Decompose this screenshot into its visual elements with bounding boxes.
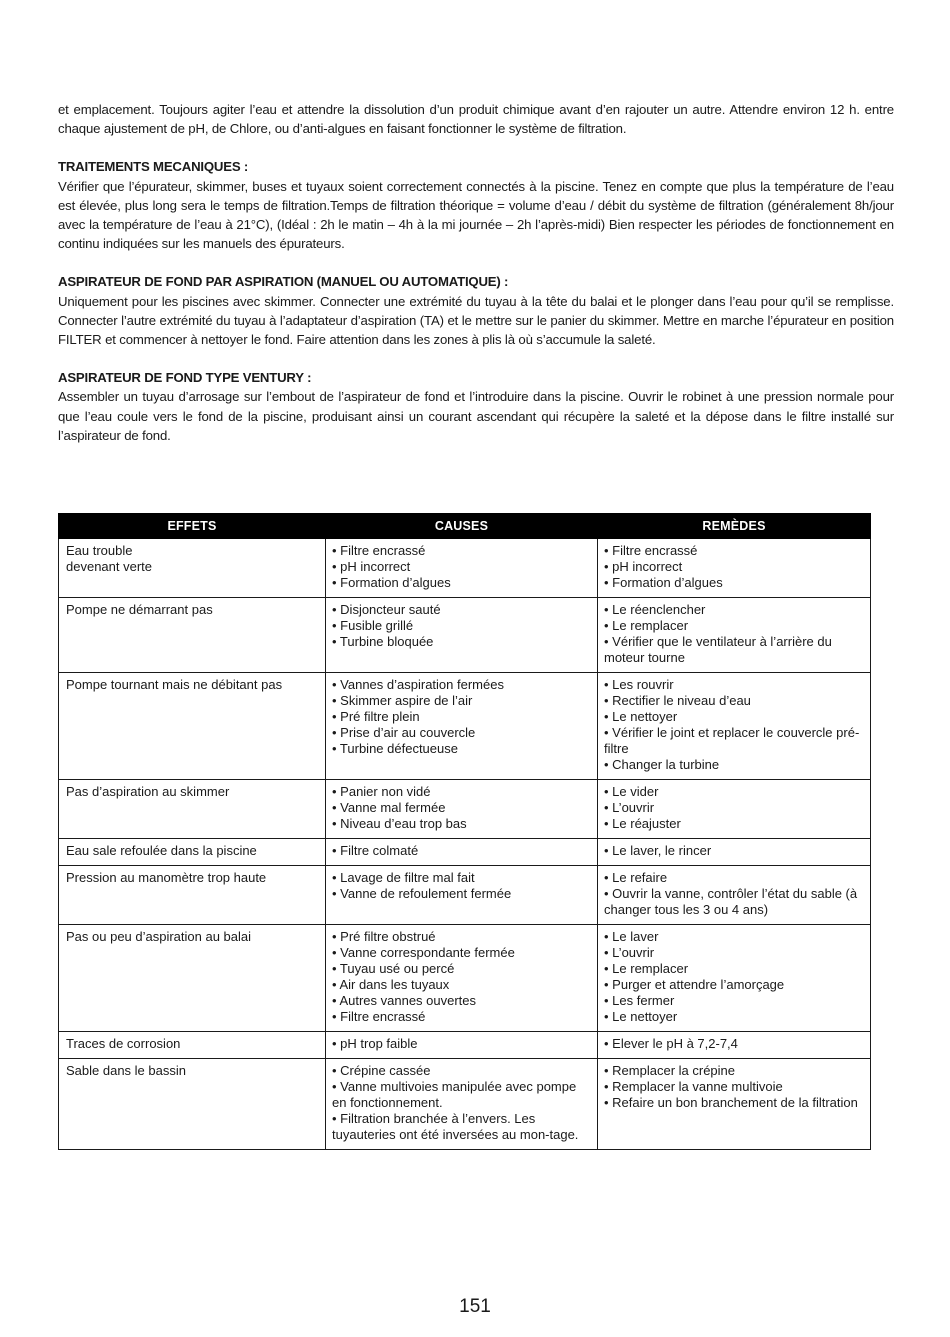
- table-body: [59, 539, 871, 1150]
- cell-line: • Remplacer la crépine: [604, 1063, 735, 1078]
- cell-line: • Lavage de filtre mal fait: [332, 870, 475, 885]
- cell-line: • Turbine défectueuse: [332, 741, 458, 756]
- cell-line: • Le réenclencher: [604, 602, 706, 617]
- cell-line: Sable dans le bassin: [66, 1063, 186, 1078]
- cell-line: • Prise d’air au couvercle: [332, 725, 476, 740]
- cell-line: • Le réajuster: [604, 816, 681, 831]
- section-body: Vérifier que l’épurateur, skimmer, buses et tuyaux soient correctement connectés à la piscine. Tenez en compte que plus la température de l’eau est élevée, plus long sera le temps de filtration.Temps de filtration théorique = volume d’eau / débit du système de filtration (généralement 8h/jour avec la température de l’eau à 21°C), (Idéal : 2h le matin – 4h à la mi journée – 2h l’après-midi) Bien respecter les périodes de fonctionnement en continu indiquées sur les manuels des épurateurs.: [58, 178, 894, 252]
- cell-line: • Vannes d’aspiration fermées: [332, 677, 504, 692]
- intro-text: et emplacement. Toujours agiter l’eau et attendre la dissolution d’un produit chimique avant d’en rajouter un autre. Attendre environ 12 h. entre chaque ajustement de pH, de Chlore, ou d’anti-algues en faisant fonctionner le système de filtration.: [58, 102, 894, 137]
- cell-line: • Tuyau usé ou percé: [332, 961, 455, 976]
- cell-line: • Le vider: [604, 784, 659, 799]
- cell-line: Pression au manomètre trop haute: [66, 870, 267, 885]
- cell-line: • Vérifier le joint et replacer le couvercle pré-filtre: [604, 725, 860, 756]
- effect-cell: [59, 1059, 326, 1150]
- table-row: [59, 839, 871, 866]
- cell-line: • Fusible grillé: [332, 618, 414, 633]
- cell-line: • Pré filtre obstrué: [332, 929, 436, 944]
- cell-line: • Les fermer: [604, 993, 675, 1008]
- cell-line: • Le laver, le rincer: [604, 843, 712, 858]
- cell-line: • pH trop faible: [332, 1036, 418, 1051]
- cell-line: • Le laver: [604, 929, 659, 944]
- cell-line: • Skimmer aspire de l’air: [332, 693, 473, 708]
- cell-line: • Remplacer la vanne multivoie: [604, 1079, 783, 1094]
- intro-paragraph: [58, 100, 894, 138]
- cell-line: Pas d’aspiration au skimmer: [66, 784, 230, 799]
- section-title: TRAITEMENTS MECANIQUES :: [58, 159, 249, 175]
- section-body: Uniquement pour les piscines avec skimmer. Connecter une extrémité du tuyau à la tête du balai et le plonger dans l’eau pour qu’il se remplisse. Connecter l’autre extrémité du tuyau à l’adaptateur d’aspiration (TA) et le mettre sur le panier du skimmer. Mettre en marche l’épurateur en position FILTER et commencer à nettoyer le fond. Faire attention dans les zones à plis là où s’accumule la saleté.: [58, 293, 894, 348]
- section-title: ASPIRATEUR DE FOND TYPE VENTURY :: [58, 370, 312, 386]
- table-row: [59, 539, 871, 598]
- cell-line: Pas ou peu d’aspiration au balai: [66, 929, 252, 944]
- remedies-cell: [598, 1032, 871, 1059]
- cell-line: • Les rouvrir: [604, 677, 674, 692]
- remedies-cell: [598, 839, 871, 866]
- cell-line: • Vanne multivoies manipulée avec pompe en fonctionnement.: [332, 1079, 577, 1110]
- causes-cell: [326, 1032, 598, 1059]
- cell-line: • Formation d’algues: [332, 575, 451, 590]
- cell-line: • pH incorrect: [604, 559, 683, 574]
- cell-line: • L’ouvrir: [604, 800, 655, 815]
- cell-line: • Crépine cassée: [332, 1063, 431, 1078]
- cell-line: • Vérifier que le ventilateur à l’arrière du moteur tourne: [604, 634, 832, 665]
- cell-line: • Disjoncteur sauté: [332, 602, 441, 617]
- causes-cell: [326, 925, 598, 1032]
- causes-cell: [326, 839, 598, 866]
- remedies-cell: [598, 866, 871, 925]
- cell-line: • Niveau d’eau trop bas: [332, 816, 467, 831]
- cell-line: • L’ouvrir: [604, 945, 655, 960]
- cell-line: Eau sale refoulée dans la piscine: [66, 843, 257, 858]
- section-aspirateur-ventury: [58, 368, 894, 445]
- remedies-cell: [598, 780, 871, 839]
- section-title: ASPIRATEUR DE FOND PAR ASPIRATION (MANUEL OU AUTOMATIQUE) :: [58, 274, 509, 290]
- cell-line: Pompe tournant mais ne débitant pas: [66, 677, 283, 692]
- table-row: [59, 1032, 871, 1059]
- effect-cell: [59, 598, 326, 673]
- cell-line: • Filtration branchée à l’envers. Les tuyauteries ont été inversées au mon-tage.: [332, 1111, 579, 1142]
- cell-line: • pH incorrect: [332, 559, 411, 574]
- cell-line: Eau trouble: [66, 543, 133, 558]
- cell-line: • Filtre colmaté: [332, 843, 419, 858]
- causes-cell: [326, 780, 598, 839]
- cell-line: • Pré filtre plein: [332, 709, 420, 724]
- effect-cell: [59, 866, 326, 925]
- cell-line: • Vanne de refoulement fermée: [332, 886, 512, 901]
- effect-cell: [59, 780, 326, 839]
- cell-line: • Le remplacer: [604, 618, 689, 633]
- cell-line: • Le refaire: [604, 870, 668, 885]
- cell-line: • Filtre encrassé: [332, 1009, 426, 1024]
- cell-line: • Elever le pH à 7,2-7,4: [604, 1036, 738, 1051]
- cell-line: • Formation d’algues: [604, 575, 723, 590]
- cell-line: Pompe ne démarrant pas: [66, 602, 213, 617]
- table-row: [59, 925, 871, 1032]
- cell-line: • Le nettoyer: [604, 709, 678, 724]
- remedies-cell: [598, 673, 871, 780]
- table-row: [59, 598, 871, 673]
- causes-cell: [326, 539, 598, 598]
- cell-line: Traces de corrosion: [66, 1036, 181, 1051]
- causes-cell: [326, 866, 598, 925]
- cell-line: • Ouvrir la vanne, contrôler l’état du sable (à changer tous les 3 ou 4 ans): [604, 886, 858, 917]
- remedies-cell: [598, 598, 871, 673]
- section-body: Assembler un tuyau d’arrosage sur l’embout de l’aspirateur de fond et l’introduire dans la piscine. Ouvrir le robinet à une pression normale pour que l’eau coule vers le fond de la piscine, produisant ainsi un courant ascendant qui récupère la saleté et la dépose dans le filtre installé sur l’aspirateur de fond.: [58, 389, 894, 443]
- causes-cell: [326, 1059, 598, 1150]
- effect-cell: [59, 673, 326, 780]
- causes-cell: [326, 598, 598, 673]
- cell-line: • Autres vannes ouvertes: [332, 993, 477, 1008]
- section-traitements-mecaniques: [58, 157, 894, 253]
- effect-cell: [59, 839, 326, 866]
- cell-line: • Panier non vidé: [332, 784, 431, 799]
- table-row: [59, 866, 871, 925]
- page-number: 151: [459, 1296, 491, 1317]
- effect-cell: [59, 539, 326, 598]
- table-header-row: [59, 514, 871, 539]
- remedies-cell: [598, 539, 871, 598]
- effect-cell: [59, 1032, 326, 1059]
- section-aspirateur-aspiration: [58, 272, 894, 349]
- cell-line: • Filtre encrassé: [332, 543, 426, 558]
- effect-cell: [59, 925, 326, 1032]
- cell-line: • Refaire un bon branchement de la filtration: [604, 1095, 858, 1110]
- header-causes: CAUSES: [326, 514, 598, 539]
- header-remedes: REMÈDES: [598, 514, 871, 539]
- cell-line: • Turbine bloquée: [332, 634, 434, 649]
- remedies-cell: [598, 925, 871, 1032]
- table-row: [59, 673, 871, 780]
- troubleshooting-table: [58, 513, 871, 1150]
- table-row: [59, 1059, 871, 1150]
- cell-line: • Filtre encrassé: [604, 543, 698, 558]
- table-row: [59, 780, 871, 839]
- cell-line: • Le remplacer: [604, 961, 689, 976]
- cell-line: • Le nettoyer: [604, 1009, 678, 1024]
- cell-line: • Purger et attendre l’amorçage: [604, 977, 785, 992]
- causes-cell: [326, 673, 598, 780]
- cell-line: • Rectifier le niveau d’eau: [604, 693, 751, 708]
- header-effets: EFFETS: [59, 514, 326, 539]
- cell-line: • Changer la turbine: [604, 757, 720, 772]
- cell-line: • Vanne correspondante fermée: [332, 945, 515, 960]
- cell-line: • Vanne mal fermée: [332, 800, 446, 815]
- remedies-cell: [598, 1059, 871, 1150]
- document-text: [58, 100, 894, 445]
- cell-line: • Air dans les tuyaux: [332, 977, 450, 992]
- cell-line: devenant verte: [66, 559, 153, 574]
